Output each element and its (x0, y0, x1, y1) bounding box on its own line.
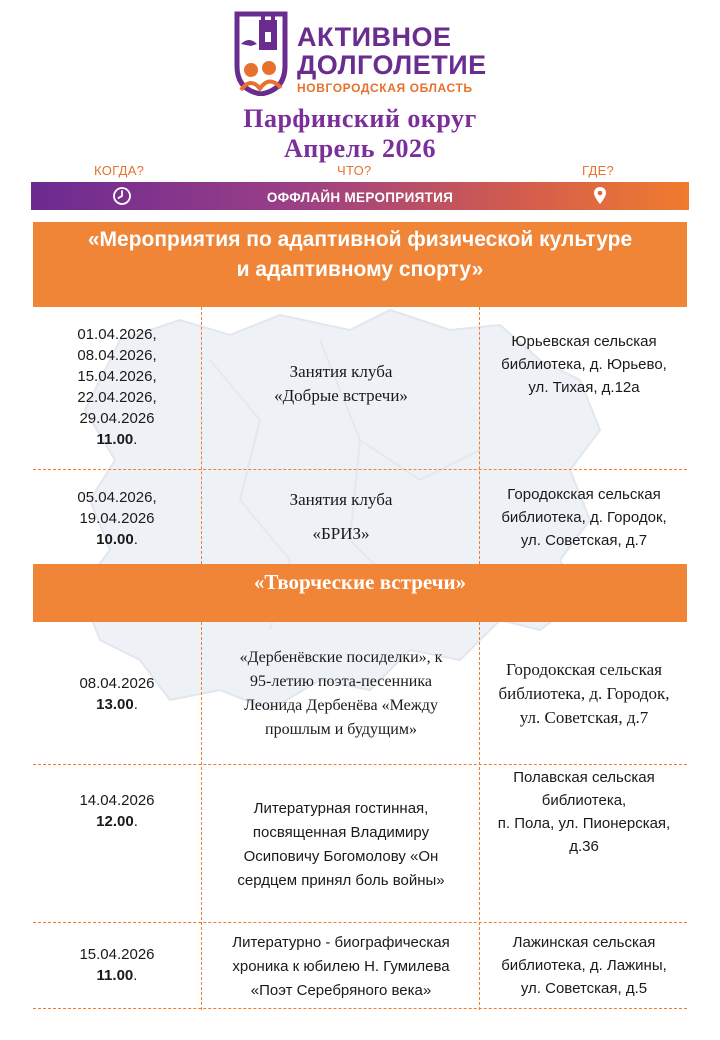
event-time (33, 965, 201, 986)
row-divider (33, 764, 687, 765)
event-date: 19.04.2026 (79, 510, 155, 527)
section-title-line-1: «Творческие встречи» (253, 570, 467, 594)
event-title-cell (203, 646, 479, 742)
event-title-line: Литературно - биографическая (232, 934, 450, 951)
event-place-line: библиотека, д. Лажины, (501, 957, 667, 974)
event-title-line: «Добрые встречи» (274, 386, 408, 405)
event-place-cell (481, 931, 687, 1000)
event-title-line: Осиповичу Богомолову «Он (243, 848, 439, 865)
event-time (33, 529, 201, 550)
column-divider (201, 307, 202, 564)
event-time-value: 11.00 (96, 431, 134, 448)
event-place-line: Городокская сельская (506, 660, 662, 679)
event-title-line: «БРИЗ» (312, 524, 370, 543)
event-place-line: ул. Советская, д.5 (520, 980, 648, 997)
column-divider (479, 622, 480, 1010)
column-label-when: КОГДА? (94, 163, 145, 178)
column-divider (479, 307, 480, 564)
time-suffix: . (133, 813, 138, 830)
logo-line-3: НОВГОРОДСКАЯ ОБЛАСТЬ (297, 81, 473, 95)
event-title-line: Занятия клуба (289, 362, 393, 381)
event-title-line: посвященная Владимиру (252, 824, 430, 841)
event-title-line: хроника к юбилею Н. Гумилева (232, 958, 450, 975)
column-label-where: ГДЕ? (582, 163, 615, 178)
column-divider (201, 622, 202, 1010)
event-place-line: библиотека, д. Юрьево, (501, 356, 667, 373)
event-title-line: «Дербенёвские посиделки», к (239, 649, 443, 666)
event-title-line: Леонида Дербенёва «Между (244, 697, 438, 714)
row-divider (33, 1008, 687, 1009)
event-date: 08.04.2026 (79, 675, 155, 692)
event-place-line: ул. Советская, д.7 (520, 532, 648, 549)
event-place-line: Полавская сельская (513, 769, 655, 786)
event-place-line: п. Пола, ул. Пионерская, (497, 815, 671, 832)
section-title-line-1: «Мероприятия по адаптивной физической культуре (87, 228, 633, 251)
event-time-value: 10.00 (96, 531, 134, 548)
event-place-line: ул. Тихая, д.12а (528, 379, 640, 396)
time-suffix: . (133, 967, 138, 984)
event-date-cell (33, 944, 201, 986)
event-date: 29.04.2026 (79, 410, 155, 427)
logo-emblem-icon (231, 10, 291, 96)
event-date: 14.04.2026 (79, 792, 155, 809)
event-place-cell (481, 766, 687, 858)
column-label-what: ЧТО? (337, 163, 372, 178)
event-place-line: Лажинская сельская (512, 934, 656, 951)
time-suffix: . (133, 531, 138, 548)
event-date: 22.04.2026, (77, 389, 157, 406)
event-place-cell (481, 330, 687, 399)
event-date-cell (33, 673, 201, 715)
logo-line-2: ДОЛГОЛЕТИЕ (297, 50, 487, 80)
time-suffix: . (133, 696, 138, 713)
event-date: 15.04.2026 (79, 946, 155, 963)
event-date: 01.04.2026, (77, 326, 157, 343)
time-suffix: . (133, 431, 138, 448)
event-place-cell (481, 658, 687, 730)
event-date: 05.04.2026, (77, 489, 157, 506)
event-title-line: Занятия клуба (289, 490, 393, 509)
event-title-line: сердцем принял боль войны» (237, 872, 445, 889)
event-time (33, 694, 201, 715)
event-time-value: 12.00 (96, 813, 134, 830)
event-title-cell (203, 360, 479, 408)
logo-line-1: АКТИВНОЕ (297, 22, 452, 52)
page-period: Апрель 2026 (283, 134, 437, 163)
section-title-line-2: и адаптивному спорту» (236, 258, 484, 281)
event-date: 15.04.2026, (77, 368, 157, 385)
section-header-adaptive-sport (33, 222, 687, 307)
section-header-creative-meetings (33, 564, 687, 622)
event-title-line: «Поэт Серебряного века» (250, 982, 432, 999)
event-place-line: Юрьевская сельская (511, 333, 657, 350)
event-title-cell (203, 488, 479, 546)
event-place-cell (481, 483, 687, 552)
event-date-cell (33, 487, 201, 550)
event-time (33, 811, 201, 832)
event-place-line: ул. Советская, д.7 (519, 708, 649, 727)
brand-logo (231, 10, 501, 96)
event-title-line: Литературная гостинная, (253, 800, 429, 817)
event-title-line: 95-летию поэта-песенника (250, 673, 432, 690)
event-time-value: 13.00 (96, 696, 134, 713)
event-title-cell (203, 931, 479, 1003)
event-date: 08.04.2026, (77, 347, 157, 364)
event-date-cell (33, 790, 201, 832)
event-title-line: прошлым и будущим» (265, 721, 417, 738)
row-divider (33, 922, 687, 923)
event-title-cell (203, 797, 479, 893)
band-label: ОФФЛАЙН МЕРОПРИЯТИЯ (266, 190, 454, 205)
row-divider (33, 469, 687, 470)
event-time-value: 11.00 (96, 967, 134, 984)
event-place-line: библиотека, д. Городок, (501, 509, 667, 526)
page-title: Парфинский округ (243, 104, 477, 133)
event-time (33, 429, 201, 450)
event-place-line: д.36 (569, 838, 599, 855)
event-place-line: библиотека, (541, 792, 627, 809)
event-place-line: библиотека, д. Городок, (498, 684, 670, 703)
offline-events-band (31, 182, 689, 210)
location-pin-icon (590, 186, 610, 206)
event-date-cell (33, 324, 201, 450)
event-place-line: Городокская сельская (507, 486, 661, 503)
